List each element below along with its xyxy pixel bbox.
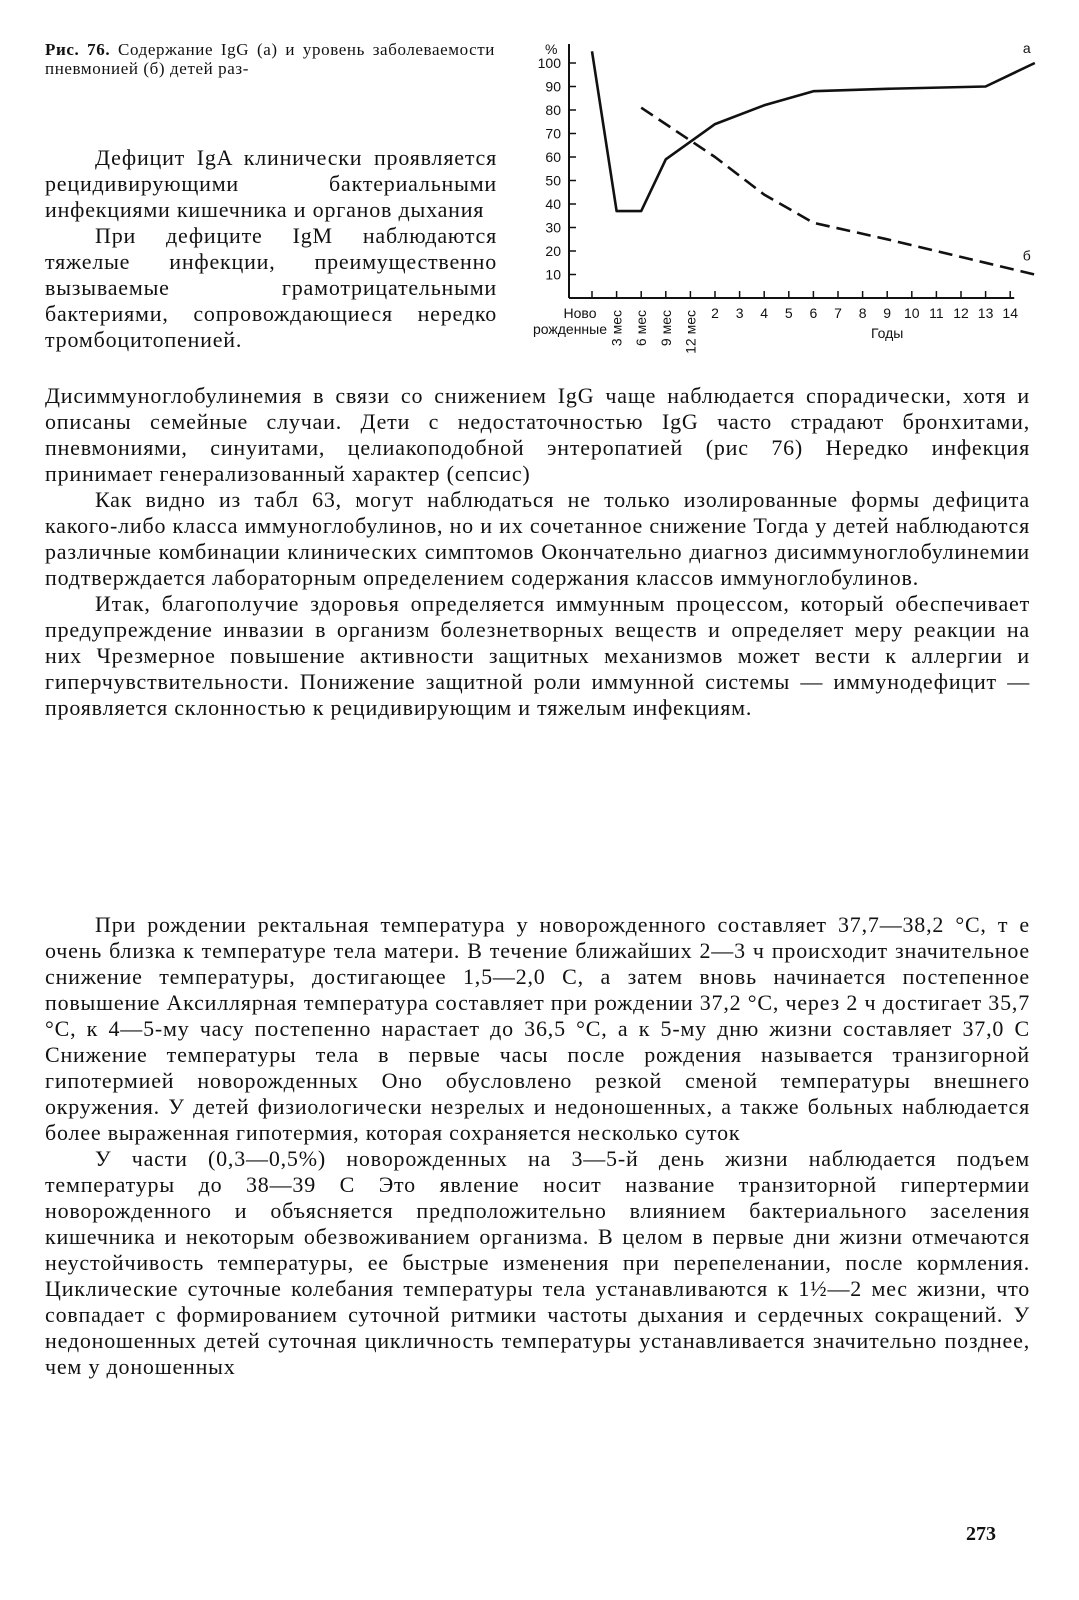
y-tick-label: 100 xyxy=(537,55,561,71)
page-number: 273 xyxy=(966,1523,996,1545)
x-tick-label: 6 xyxy=(809,305,818,321)
y-tick-label: 80 xyxy=(545,102,561,118)
x-tick-label: 5 xyxy=(784,305,793,321)
body-text-block-2 xyxy=(45,912,1030,1380)
figure-76-chart xyxy=(505,40,1045,375)
series-line-b xyxy=(641,108,1035,275)
x-tick-label: 3 xyxy=(735,305,744,321)
x-tick-label: 13 xyxy=(977,305,994,321)
paragraph: При рождении ректальная температура у новорожденного составляет 37,7—38,2 °С, т е очень близка к температуре тела матери. В течение ближайших 2—3 ч происходит значительное снижение температуры, достигающее 1,5—2,0 С, а затем вновь начинается постепенное повышение Аксиллярная температура составляет при рождении 37,2 °С, через 2 ч достигает 35,7 °С, к 4—5-му часу постепенно нарастает до 36,5 °С, а к 5-му дню жизни составляет 37,0 С Снижение температуры тела в первые часы после рождения называется транзигорной гипотермией новорожденных Оно обусловлено резкой сменой температуры внешнего окружения. У детей физиологически незрелых и недоношенных, а также больных наблюдается более выраженная гипотермия, которая сохраняется несколько суток xyxy=(45,912,1030,1145)
paragraph: У части (0,3—0,5%) новорожденных на 3—5-й день жизни наблюдается подъем температуры до 38—39 С Это явление носит название транзиторной гипертермии новорожденного и объясняется предположительно влиянием бактериального заселения кишечника и некоторым обезвоживанием организма. В целом в первые дни жизни отмечаются неустойчивость температуры, ее быстрые изменения при перепеленании, после кормления. Циклические суточные колебания температуры тела устанавливаются к 1½—2 мес жизни, что совпадает с формированием суточной ритмики частоты дыхания и сердечных сокращений. У недоношенных детей суточная цикличность температуры устанавливается значительно позднее, чем у доношенных xyxy=(45,1146,1030,1379)
chart-series xyxy=(592,51,1035,274)
series-line-a xyxy=(592,51,1035,211)
x-tick-label: 3 мес xyxy=(608,310,625,347)
paragraph: Дисиммуноглобулинемия в связи со снижением IgG чаще наблюдается спорадически, хотя и описаны семейные случаи. Дети с недостаточностью IgG часто страдают бронхитами, пневмониями, синуитами, целиакоподобной энтеропатией (рис 76) Нередко инфекция принимает генерализованный характер (сепсис) xyxy=(45,383,1030,486)
x-tick-label: 8 xyxy=(858,305,867,321)
chart-svg xyxy=(505,40,1045,375)
x-tick-label: 12 xyxy=(953,305,969,321)
x-tick-label: рожденные xyxy=(532,321,608,337)
paragraph: Итак, благополучие здоровья определяется иммунным процессом, который обеспечивает предупреждение инвазии в организм болезнетворных веществ и определяет меру реакции на них Чрезмерное повышение активности защитных механизмов может вести к аллергии и гиперчувствительности. Понижение защитной роли иммунной системы — иммунодефицит — проявляется склонностью к рецидивирующим и тяжелым инфекциям. xyxy=(45,591,1030,720)
x-tick-label: Ново xyxy=(563,305,597,321)
paragraph: Дефицит IgA клинически проявляется рецидивирующими бактериальными инфекциями кишечника и органов дыхания xyxy=(45,145,497,222)
chart-axes xyxy=(569,44,1014,298)
y-axis-label: % xyxy=(545,41,558,57)
figure-caption-label: Рис. 76. xyxy=(45,40,111,59)
y-tick-label: 40 xyxy=(545,196,561,212)
y-tick-label: 60 xyxy=(545,149,561,165)
chart-ticks xyxy=(533,55,1018,354)
paragraph: При дефиците IgM наблюдаются тяжелые инфекции, преимущественно вызываемые грамотрицательными бактериями, сопровождающиеся нередко тромбоцитопенией. xyxy=(45,223,497,352)
series-label: б xyxy=(1022,247,1031,264)
y-tick-label: 30 xyxy=(545,219,561,236)
figure-caption-text: Содержание IgG (а) и уровень заболеваемости пневмонией (б) детей раз- xyxy=(45,40,496,78)
chart-labels xyxy=(545,40,1031,341)
x-tick-label: 11 xyxy=(929,305,944,321)
body-text-block-1 xyxy=(45,383,1030,721)
x-tick-label: 4 xyxy=(760,305,769,321)
figure-caption xyxy=(45,40,495,78)
x-axis-label: Годы xyxy=(871,325,904,341)
x-tick-label: 7 xyxy=(834,305,842,321)
x-tick-label: 9 мес xyxy=(657,310,674,347)
x-tick-label: 12 мес xyxy=(682,310,699,354)
y-tick-label: 10 xyxy=(545,266,561,283)
y-tick-label: 20 xyxy=(545,243,561,259)
y-tick-label: 70 xyxy=(545,125,561,142)
x-tick-label: 2 xyxy=(711,305,719,321)
x-tick-label: 14 xyxy=(1002,305,1018,321)
x-tick-label: 10 xyxy=(904,305,920,321)
y-tick-label: 50 xyxy=(545,172,561,189)
x-tick-label: 9 xyxy=(883,305,892,321)
paragraph: Как видно из табл 63, могут наблюдаться не только изолированные формы дефицита какого-либо класса иммуноглобулинов, но и их сочетанное снижение Тогда у детей наблюдаются различные комбинации клинических симптомов Окончательно диагноз дисиммуноглобулинемии подтверждается лабораторным определением содержания классов иммуноглобулинов. xyxy=(45,487,1031,590)
side-column-text xyxy=(45,145,497,353)
y-tick-label: 90 xyxy=(545,78,561,95)
series-label: а xyxy=(1022,40,1031,56)
x-tick-label: 6 мес xyxy=(633,310,650,347)
